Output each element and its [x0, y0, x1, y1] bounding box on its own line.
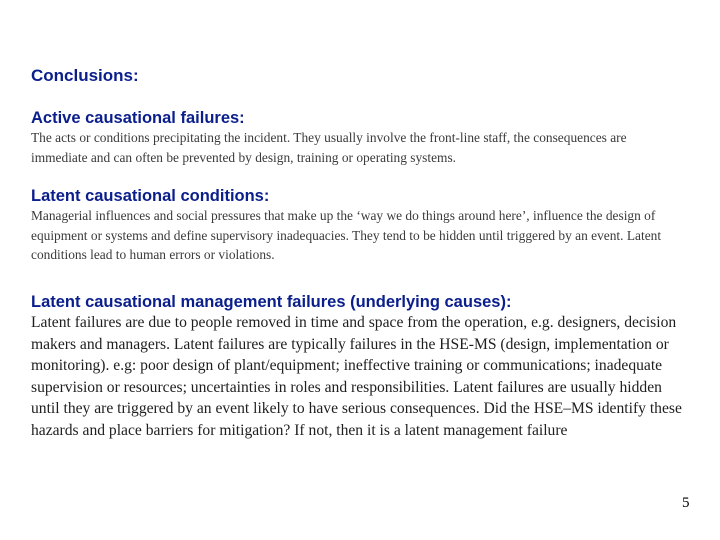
section-heading-latent-conditions: Latent causational conditions: [31, 187, 270, 205]
page-number: 5 [682, 495, 690, 511]
section-text-active-failures: The acts or conditions precipitating the incident. They usually involve the front-line staff, the consequences are immediate and can often be prevented by design, training or operating systems. [31, 130, 627, 165]
section-heading-active-failures: Active causational failures: [31, 109, 245, 127]
slide-title: Conclusions: [31, 66, 139, 85]
section-text-latent-conditions: Managerial influences and social pressures that make up the ‘way we do things around here’, influence the design of equipment or systems and define supervisory inadequacies. They tend to be hidden until triggered by an event. Latent conditions lead to human errors or violations. [31, 208, 662, 262]
section-heading-latent-management-failures: Latent causational management failures (underlying causes): [31, 293, 512, 311]
section-text-latent-management-failures: Latent failures are due to people removed in time and space from the operation, e.g. designers, decision makers and managers. Latent failures are typically failures in the HSE-MS (design, implementation or monitoring). e.g: poor design of plant/equipment; ineffective training or communications; inadequate supervision or resources; uncertainties in roles and responsibilities. Latent failures are usually hidden until they are triggered by an event likely to have serious consequences. Did the HSE–MS identify these hazards and place barriers for mitigation? If not, then it is a latent management failure [31, 314, 682, 439]
